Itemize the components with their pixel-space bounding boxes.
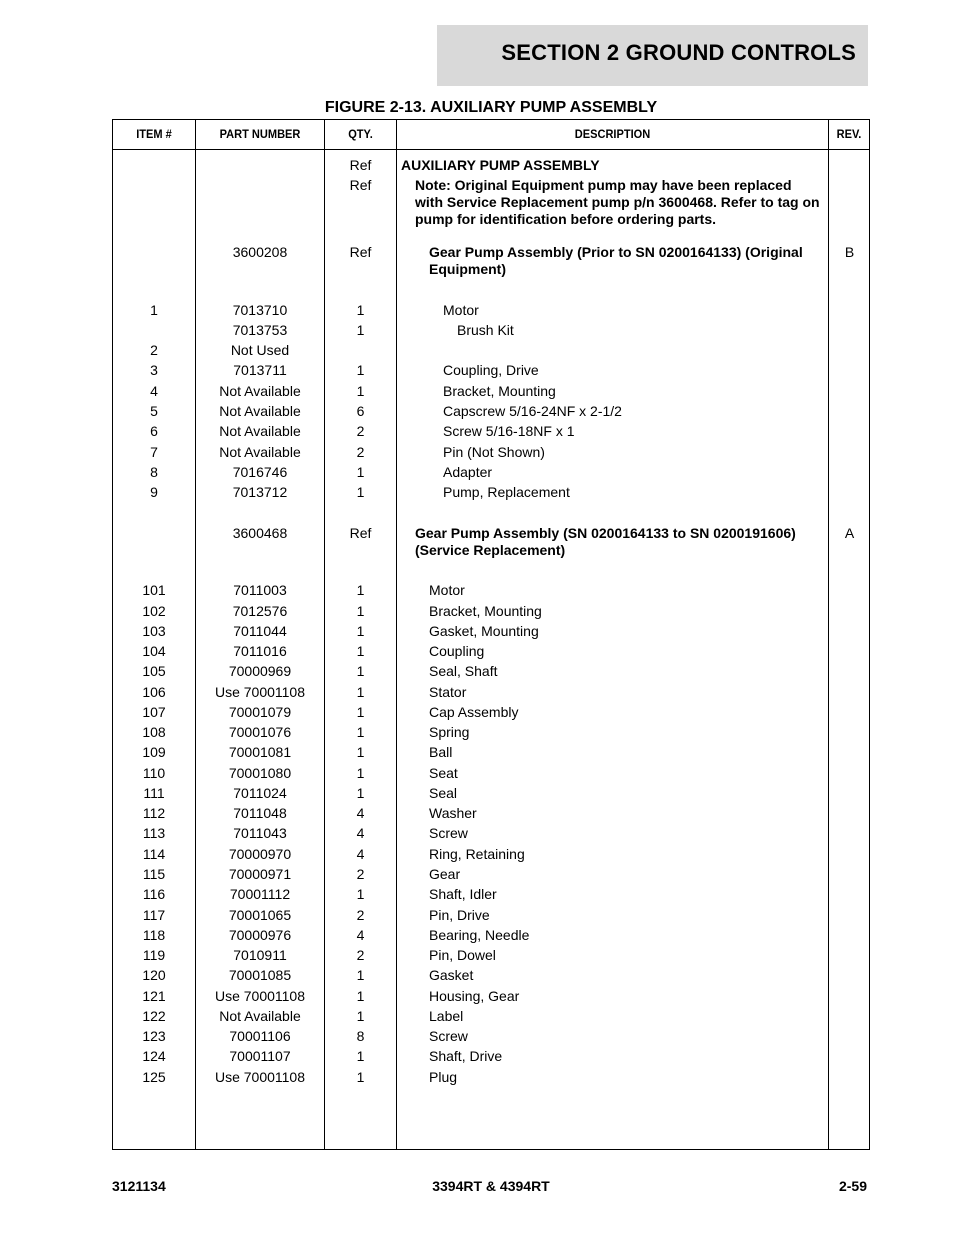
row-description-cell: Shaft, Idler <box>429 886 497 902</box>
row-part-cell: 70001080 <box>228 765 292 781</box>
row-part-cell: Not Available <box>219 444 301 460</box>
row-part-cell: 7011003 <box>233 582 287 598</box>
row-part-cell: 7013712 <box>232 484 288 500</box>
row-item-cell: 122 <box>142 1008 166 1024</box>
row-item-cell: 107 <box>142 704 166 720</box>
row-description-cell: Shaft, Drive <box>429 1048 503 1064</box>
row-qty-cell: 8 <box>356 1028 365 1044</box>
row-description-cell: Screw 5/16-18NF x 1 <box>443 423 575 439</box>
row-part-cell: Not Used <box>230 342 290 358</box>
row-description-cell: Gear <box>429 866 461 882</box>
section-header <box>437 25 868 86</box>
row-qty-cell: 1 <box>356 484 365 500</box>
row-qty-cell: 1 <box>356 643 365 659</box>
row-qty-cell: Ref <box>349 177 372 193</box>
row-item-cell: 115 <box>142 866 166 882</box>
column-header-rev: REV. <box>836 127 862 141</box>
row-qty-cell: 2 <box>356 444 365 460</box>
column-divider <box>396 120 397 1149</box>
row-item-cell: 2 <box>150 342 158 358</box>
row-part-cell: 7013710 <box>232 302 288 318</box>
row-description-cell: Pump, Replacement <box>443 484 570 500</box>
row-item-cell: 123 <box>142 1028 166 1044</box>
row-item-cell: 111 <box>143 785 165 801</box>
row-qty-cell: 1 <box>356 724 365 740</box>
column-header-item: ITEM # <box>136 127 172 141</box>
row-part-cell: 70001065 <box>228 907 292 923</box>
row-qty-cell: 4 <box>356 825 365 841</box>
row-description-cell: AUXILIARY PUMP ASSEMBLY <box>401 157 600 173</box>
row-part-cell: 7016746 <box>232 464 288 480</box>
row-part-cell: Not Available <box>219 383 301 399</box>
row-qty-cell: 2 <box>356 866 365 882</box>
row-description-cell: Capscrew 5/16-24NF x 2-1/2 <box>443 403 622 419</box>
row-qty-cell: 1 <box>356 967 365 983</box>
row-item-cell: 8 <box>150 464 158 480</box>
row-description-cell: Screw <box>429 825 468 841</box>
row-item-cell: 119 <box>142 947 166 963</box>
row-part-cell: 70001085 <box>228 967 292 983</box>
row-item-cell: 9 <box>150 484 158 500</box>
column-header-part-number: PART NUMBER <box>219 127 301 141</box>
row-item-cell: 106 <box>142 684 166 700</box>
row-item-cell: 104 <box>142 643 166 659</box>
row-part-cell: 7013753 <box>232 322 288 338</box>
row-qty-cell: 4 <box>356 927 365 943</box>
row-qty-cell: 1 <box>356 1048 365 1064</box>
row-description-cell: Pin (Not Shown) <box>443 444 545 460</box>
row-part-cell: 7013711 <box>233 362 287 378</box>
row-qty-cell: 1 <box>356 744 365 760</box>
row-item-cell: 113 <box>142 825 166 841</box>
row-part-cell: 7011044 <box>233 623 287 639</box>
row-qty-cell: 1 <box>356 603 365 619</box>
row-description-cell: Spring <box>429 724 470 740</box>
footer-document-number: 3121134 <box>112 1178 166 1194</box>
row-item-cell: 5 <box>150 403 158 419</box>
row-description-cell: Seat <box>429 765 458 781</box>
row-description-cell: Gasket <box>429 967 474 983</box>
row-item-cell: 118 <box>142 927 166 943</box>
row-item-cell: 114 <box>142 846 166 862</box>
row-part-cell: 70001076 <box>228 724 292 740</box>
row-item-cell: 120 <box>142 967 166 983</box>
row-description-cell: Bracket, Mounting <box>443 383 556 399</box>
row-description-cell: Motor <box>443 302 479 318</box>
row-part-cell: 70001112 <box>229 886 291 902</box>
row-part-cell: 7011048 <box>233 805 287 821</box>
row-qty-cell: 1 <box>356 1069 365 1085</box>
row-item-cell: 102 <box>142 603 166 619</box>
row-part-cell: Not Available <box>219 423 301 439</box>
row-qty-cell: 1 <box>356 988 365 1004</box>
row-part-cell: 70000970 <box>228 846 292 862</box>
row-qty-cell: 1 <box>356 785 365 801</box>
row-description-cell: Coupling <box>429 643 485 659</box>
row-description-cell: Motor <box>429 582 465 598</box>
row-part-cell: 7011043 <box>233 825 287 841</box>
row-item-cell: 105 <box>142 663 166 679</box>
row-item-cell: 117 <box>142 907 166 923</box>
row-description-cell: Bearing, Needle <box>429 927 530 943</box>
row-description-cell: Adapter <box>443 464 493 480</box>
row-description-cell: Ring, Retaining <box>429 846 525 862</box>
row-item-cell: 4 <box>150 383 158 399</box>
row-description-cell: Screw <box>429 1028 468 1044</box>
row-qty-cell: 1 <box>356 322 365 338</box>
row-qty-cell: 2 <box>356 947 365 963</box>
row-description-cell: Gear Pump Assembly (Prior to SN 0200164133) (Original Equipment) <box>429 244 803 277</box>
row-qty-cell: 1 <box>356 362 365 378</box>
row-qty-cell: 1 <box>356 704 365 720</box>
row-part-cell: 7012576 <box>232 603 288 619</box>
row-qty-cell: 1 <box>356 582 365 598</box>
footer-model: 3394RT & 4394RT <box>432 1178 550 1194</box>
row-qty-cell: 1 <box>356 302 365 318</box>
footer-page-number: 2-59 <box>838 1178 867 1194</box>
row-part-cell: 7010911 <box>233 947 287 963</box>
row-part-cell: Not Available <box>219 403 301 419</box>
row-item-cell: 101 <box>142 582 166 598</box>
row-qty-cell: 2 <box>356 907 365 923</box>
row-item-cell: 109 <box>142 744 166 760</box>
row-item-cell: 112 <box>142 805 166 821</box>
row-part-cell: 70000969 <box>228 663 292 679</box>
row-part-cell: 70000976 <box>228 927 292 943</box>
row-description-cell: Pin, Drive <box>429 907 490 923</box>
row-part-cell: 70000971 <box>228 866 292 882</box>
row-description-cell: Ball <box>429 744 453 760</box>
row-description-cell: Pin, Dowel <box>429 947 496 963</box>
row-part-cell: 70001107 <box>229 1048 291 1064</box>
row-description-cell: Seal, Shaft <box>429 663 498 679</box>
row-description-cell: Washer <box>429 805 477 821</box>
row-part-cell: 70001079 <box>228 704 292 720</box>
row-part-cell: Use 70001108 <box>214 1069 306 1085</box>
row-item-cell: 1 <box>150 302 158 318</box>
row-part-cell: 7011024 <box>233 785 287 801</box>
row-description-cell: Bracket, Mounting <box>429 603 542 619</box>
row-qty-cell: 1 <box>356 684 365 700</box>
row-item-cell: 6 <box>150 423 158 439</box>
row-qty-cell: 2 <box>356 423 365 439</box>
row-qty-cell: 1 <box>356 623 365 639</box>
row-item-cell: 103 <box>142 623 166 639</box>
row-item-cell: 124 <box>142 1048 166 1064</box>
column-header-description: DESCRIPTION <box>574 127 651 141</box>
section-title: SECTION 2 GROUND CONTROLS <box>501 40 856 65</box>
row-qty-cell: 1 <box>356 765 365 781</box>
row-item-cell: 125 <box>142 1069 166 1085</box>
row-description-cell: Gear Pump Assembly (SN 0200164133 to SN 0200191606) (Service Replacement) <box>415 525 796 558</box>
row-part-cell: 3600468 <box>232 525 288 541</box>
row-qty-cell: Ref <box>349 244 372 260</box>
row-description-cell: Brush Kit <box>457 322 514 338</box>
row-part-cell: 70001081 <box>228 744 292 760</box>
parts-table <box>112 119 870 1150</box>
row-qty-cell: Ref <box>349 525 372 541</box>
row-item-cell: 121 <box>142 988 166 1004</box>
row-part-cell: Not Available <box>219 1008 301 1024</box>
row-rev-cell: B <box>844 244 855 260</box>
figure-title: FIGURE 2-13. AUXILIARY PUMP ASSEMBLY <box>324 99 658 116</box>
column-header-qty: QTY. <box>348 127 373 141</box>
row-item-cell: 3 <box>150 362 158 378</box>
row-description-cell: Label <box>429 1008 464 1024</box>
row-item-cell: 7 <box>150 444 158 460</box>
row-rev-cell: A <box>844 525 855 541</box>
row-qty-cell: 4 <box>356 846 365 862</box>
row-description-cell: Note: Original Equipment pump may have been replaced with Service Replacement pump p/n 3600468. Refer to tag on pump for identification before ordering parts. <box>415 177 820 227</box>
row-qty-cell: 1 <box>356 886 365 902</box>
row-part-cell: 3600208 <box>232 244 288 260</box>
row-part-cell: Use 70001108 <box>214 988 306 1004</box>
row-qty-cell: 1 <box>356 383 365 399</box>
row-description-cell: Coupling, Drive <box>443 362 539 378</box>
row-item-cell: 116 <box>142 886 166 902</box>
row-qty-cell: 1 <box>356 464 365 480</box>
row-qty-cell: 1 <box>356 663 365 679</box>
row-qty-cell: 4 <box>356 805 365 821</box>
row-qty-cell: 1 <box>356 1008 365 1024</box>
row-description-cell: Seal <box>429 785 458 801</box>
column-divider <box>828 120 829 1149</box>
row-description-cell: Stator <box>429 684 467 700</box>
row-qty-cell: Ref <box>349 157 372 173</box>
row-part-cell: 70001106 <box>229 1028 291 1044</box>
row-description-cell: Cap Assembly <box>429 704 519 720</box>
row-description-cell: Plug <box>429 1069 458 1085</box>
row-description-cell: Gasket, Mounting <box>429 623 539 639</box>
row-part-cell: 7011016 <box>233 643 287 659</box>
row-item-cell: 110 <box>142 765 166 781</box>
row-qty-cell: 6 <box>356 403 365 419</box>
row-description-cell: Housing, Gear <box>429 988 520 1004</box>
row-part-cell: Use 70001108 <box>214 684 306 700</box>
header-divider <box>113 149 869 150</box>
row-item-cell: 108 <box>142 724 166 740</box>
